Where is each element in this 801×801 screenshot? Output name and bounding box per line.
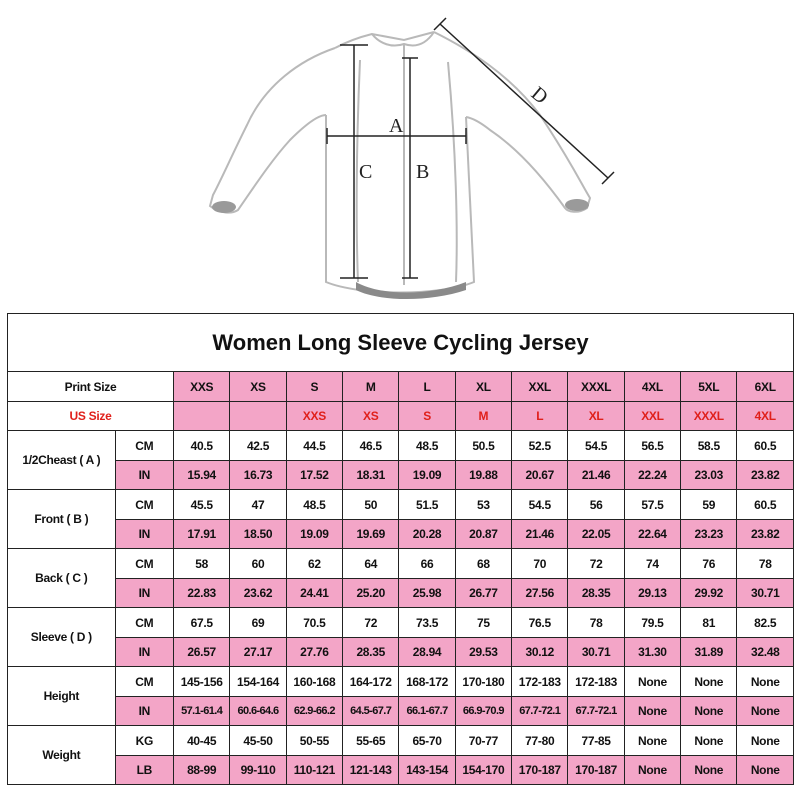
print-size-label: Print Size (8, 372, 174, 402)
table-cell: 172-183 (512, 667, 568, 697)
measure-a-label: A (389, 115, 404, 137)
print-size-cell: 6XL (737, 372, 794, 402)
unit-label: CM (115, 608, 173, 638)
us-size-cell: S (399, 402, 455, 431)
us-size-cell: XS (343, 402, 399, 431)
table-cell: 21.46 (512, 520, 568, 549)
table-cell: 31.30 (624, 638, 680, 667)
table-cell: None (737, 697, 794, 726)
table-cell: 16.73 (230, 461, 286, 490)
table-cell: 22.05 (568, 520, 624, 549)
table-cell: 26.57 (174, 638, 230, 667)
unit-label: KG (115, 726, 173, 756)
table-cell: 55-65 (343, 726, 399, 756)
table-cell: 154-170 (455, 756, 511, 785)
table-cell: 77-85 (568, 726, 624, 756)
table-cell: 29.13 (624, 579, 680, 608)
measure-d-label: D (526, 82, 553, 109)
table-cell: 60.5 (737, 490, 794, 520)
print-size-row (8, 372, 794, 402)
table-cell: 28.35 (343, 638, 399, 667)
table-cell: 25.20 (343, 579, 399, 608)
measurement-row (8, 490, 794, 520)
us-size-cell (230, 402, 286, 431)
print-size-cell: XS (230, 372, 286, 402)
size-chart-table (7, 313, 794, 785)
table-cell: 60 (230, 549, 286, 579)
table-cell: 88-99 (174, 756, 230, 785)
unit-label: IN (115, 461, 173, 490)
table-cell: 42.5 (230, 431, 286, 461)
table-cell: 29.92 (681, 579, 737, 608)
table-cell: None (681, 756, 737, 785)
unit-label: IN (115, 638, 173, 667)
table-cell: 67.7-72.1 (512, 697, 568, 726)
table-cell: 168-172 (399, 667, 455, 697)
print-size-cell: XL (455, 372, 511, 402)
table-cell: 60.6-64.6 (230, 697, 286, 726)
table-cell: 20.67 (512, 461, 568, 490)
measurement-label: 1/2Cheast ( A ) (8, 431, 116, 490)
table-cell: 47 (230, 490, 286, 520)
table-cell: 19.09 (286, 520, 342, 549)
table-cell: 74 (624, 549, 680, 579)
table-cell: 44.5 (286, 431, 342, 461)
unit-label: IN (115, 697, 173, 726)
table-cell: 154-164 (230, 667, 286, 697)
table-cell: 76 (681, 549, 737, 579)
right-cuff (565, 199, 589, 211)
unit-label: CM (115, 490, 173, 520)
table-cell: None (681, 697, 737, 726)
table-cell: 18.31 (343, 461, 399, 490)
us-size-cell: L (512, 402, 568, 431)
table-cell: 27.56 (512, 579, 568, 608)
table-cell: None (681, 667, 737, 697)
table-cell: None (624, 667, 680, 697)
table-cell: 22.64 (624, 520, 680, 549)
table-cell: 17.91 (174, 520, 230, 549)
table-cell: 72 (568, 549, 624, 579)
us-size-cell (174, 402, 230, 431)
table-cell: 52.5 (512, 431, 568, 461)
print-size-cell: XXXL (568, 372, 624, 402)
unit-label: IN (115, 579, 173, 608)
table-cell: 23.03 (681, 461, 737, 490)
table-cell: 20.28 (399, 520, 455, 549)
unit-label: CM (115, 667, 173, 697)
measurement-row (8, 608, 794, 638)
table-cell: 23.82 (737, 520, 794, 549)
table-cell: None (681, 726, 737, 756)
table-cell: 22.83 (174, 579, 230, 608)
table-cell: 66.9-70.9 (455, 697, 511, 726)
measurement-row (8, 520, 794, 549)
table-cell: 50-55 (286, 726, 342, 756)
table-cell: 20.87 (455, 520, 511, 549)
table-cell: 70.5 (286, 608, 342, 638)
table-cell: 170-187 (568, 756, 624, 785)
table-cell: 110-121 (286, 756, 342, 785)
table-cell: 59 (681, 490, 737, 520)
measurement-row (8, 549, 794, 579)
left-cuff (212, 201, 236, 213)
table-cell: 30.12 (512, 638, 568, 667)
measure-b-label: B (416, 161, 430, 183)
table-cell: 31.89 (681, 638, 737, 667)
table-cell: 78 (568, 608, 624, 638)
table-cell: 77-80 (512, 726, 568, 756)
table-cell: 30.71 (568, 638, 624, 667)
table-cell: 40-45 (174, 726, 230, 756)
table-cell: None (624, 697, 680, 726)
table-cell: 53 (455, 490, 511, 520)
table-cell: 24.41 (286, 579, 342, 608)
hem-band (356, 282, 466, 299)
us-size-cell: XXXL (681, 402, 737, 431)
table-cell: 72 (343, 608, 399, 638)
jersey-measurement-diagram (0, 0, 801, 310)
table-cell: 27.17 (230, 638, 286, 667)
table-cell: 99-110 (230, 756, 286, 785)
print-size-cell: 4XL (624, 372, 680, 402)
measurement-label: Back ( C ) (8, 549, 116, 608)
table-cell: 76.5 (512, 608, 568, 638)
table-cell: 21.46 (568, 461, 624, 490)
table-cell: 54.5 (512, 490, 568, 520)
unit-label: CM (115, 431, 173, 461)
table-cell: 58 (174, 549, 230, 579)
table-cell: 160-168 (286, 667, 342, 697)
table-cell: 45.5 (174, 490, 230, 520)
table-cell: 170-187 (512, 756, 568, 785)
print-size-cell: XXL (512, 372, 568, 402)
table-cell: 18.50 (230, 520, 286, 549)
us-size-cell: 4XL (737, 402, 794, 431)
table-cell: 66 (399, 549, 455, 579)
table-cell: 81 (681, 608, 737, 638)
table-cell: 64.5-67.7 (343, 697, 399, 726)
table-cell: 64 (343, 549, 399, 579)
table-cell: 32.48 (737, 638, 794, 667)
table-cell: 28.35 (568, 579, 624, 608)
table-cell: 30.71 (737, 579, 794, 608)
table-cell: 54.5 (568, 431, 624, 461)
measurement-row (8, 638, 794, 667)
table-cell: 67.7-72.1 (568, 697, 624, 726)
print-size-cell: XXS (174, 372, 230, 402)
us-size-label: US Size (8, 402, 174, 431)
table-cell: 73.5 (399, 608, 455, 638)
table-cell: 46.5 (343, 431, 399, 461)
table-cell: 78 (737, 549, 794, 579)
us-size-row (8, 402, 794, 431)
table-cell: 70 (512, 549, 568, 579)
table-cell: 25.98 (399, 579, 455, 608)
unit-label: IN (115, 520, 173, 549)
table-cell: 50.5 (455, 431, 511, 461)
us-size-cell: XXL (624, 402, 680, 431)
table-cell: 29.53 (455, 638, 511, 667)
table-cell: 172-183 (568, 667, 624, 697)
table-cell: 121-143 (343, 756, 399, 785)
measurement-label: Sleeve ( D ) (8, 608, 116, 667)
table-cell: None (737, 756, 794, 785)
print-size-cell: L (399, 372, 455, 402)
table-title: Women Long Sleeve Cycling Jersey (8, 314, 794, 372)
table-cell: 27.76 (286, 638, 342, 667)
measurement-label: Height (8, 667, 116, 726)
table-cell: 143-154 (399, 756, 455, 785)
measurement-row (8, 756, 794, 785)
table-cell: 60.5 (737, 431, 794, 461)
us-size-cell: XXS (286, 402, 342, 431)
table-cell: 62.9-66.2 (286, 697, 342, 726)
measurement-label: Front ( B ) (8, 490, 116, 549)
table-cell: 70-77 (455, 726, 511, 756)
table-cell: 145-156 (174, 667, 230, 697)
table-cell: 56.5 (624, 431, 680, 461)
table-cell: None (624, 756, 680, 785)
table-cell: 17.52 (286, 461, 342, 490)
table-cell: None (624, 726, 680, 756)
print-size-cell: M (343, 372, 399, 402)
table-cell: None (737, 667, 794, 697)
table-cell: 69 (230, 608, 286, 638)
table-cell: 170-180 (455, 667, 511, 697)
table-cell: 57.1-61.4 (174, 697, 230, 726)
table-cell: 68 (455, 549, 511, 579)
table-cell: 23.62 (230, 579, 286, 608)
table-cell: 19.88 (455, 461, 511, 490)
table-cell: 79.5 (624, 608, 680, 638)
measurement-row (8, 579, 794, 608)
jersey-outline (210, 32, 590, 293)
table-cell: 164-172 (343, 667, 399, 697)
table-cell: 19.69 (343, 520, 399, 549)
table-cell: 65-70 (399, 726, 455, 756)
table-cell: 58.5 (681, 431, 737, 461)
unit-label: CM (115, 549, 173, 579)
measure-c-label: C (359, 161, 373, 183)
table-cell: 51.5 (399, 490, 455, 520)
table-cell: 45-50 (230, 726, 286, 756)
measurement-row (8, 431, 794, 461)
table-cell: 62 (286, 549, 342, 579)
table-cell: 67.5 (174, 608, 230, 638)
table-cell: 15.94 (174, 461, 230, 490)
measurement-label: Weight (8, 726, 116, 785)
measurement-row (8, 461, 794, 490)
table-cell: 19.09 (399, 461, 455, 490)
table-cell: 66.1-67.7 (399, 697, 455, 726)
print-size-cell: 5XL (681, 372, 737, 402)
us-size-cell: XL (568, 402, 624, 431)
measurement-row (8, 697, 794, 726)
table-cell: 56 (568, 490, 624, 520)
table-cell: 48.5 (399, 431, 455, 461)
unit-label: LB (115, 756, 173, 785)
table-cell: 23.82 (737, 461, 794, 490)
table-cell: 50 (343, 490, 399, 520)
table-cell: 23.23 (681, 520, 737, 549)
table-cell: 28.94 (399, 638, 455, 667)
table-cell: 48.5 (286, 490, 342, 520)
table-cell: 75 (455, 608, 511, 638)
measurement-row (8, 667, 794, 697)
print-size-cell: S (286, 372, 342, 402)
us-size-cell: M (455, 402, 511, 431)
measure-d-line (440, 24, 608, 178)
measurement-row (8, 726, 794, 756)
table-cell: 26.77 (455, 579, 511, 608)
table-cell: 22.24 (624, 461, 680, 490)
table-cell: 40.5 (174, 431, 230, 461)
table-cell: None (737, 726, 794, 756)
table-cell: 57.5 (624, 490, 680, 520)
table-cell: 82.5 (737, 608, 794, 638)
